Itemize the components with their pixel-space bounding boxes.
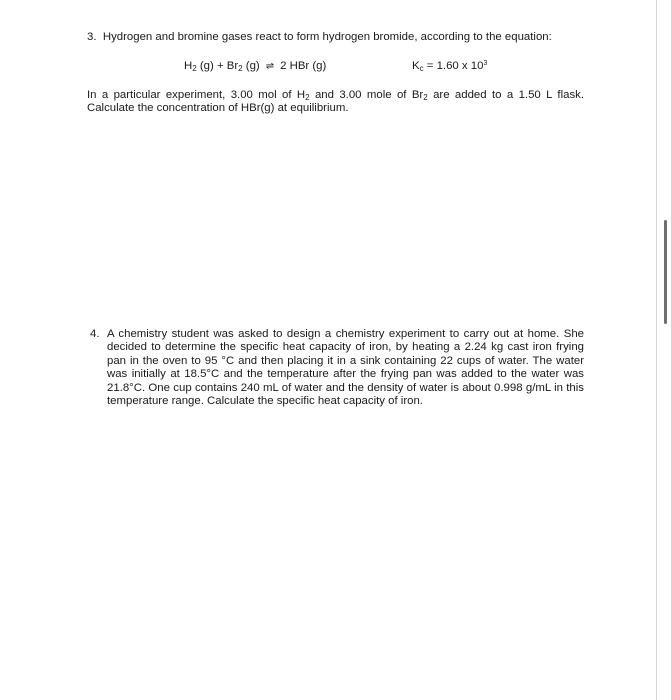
- equilibrium-arrow: ⇌: [265, 61, 275, 72]
- page-edge-divider: [656, 0, 657, 700]
- k-label: K: [412, 60, 420, 72]
- k-value: = 1.60 x 10: [423, 60, 484, 72]
- q3-body-part3: are added to a 1.50 L flask. Calculate the concentration of HBr(g) at equilibrium.: [87, 89, 584, 114]
- q3-body-part2: and 3.00 mole of Br: [309, 89, 424, 101]
- scrollbar-thumb[interactable]: [664, 220, 667, 324]
- question-3-intro: [87, 31, 552, 44]
- question-3-body: [87, 89, 584, 115]
- reactant-br: (g) + Br: [196, 60, 239, 72]
- reactant-h-subscript: 2: [192, 64, 197, 73]
- question-3-number: 3.: [87, 31, 97, 43]
- question-4-number: 4.: [90, 328, 100, 340]
- equilibrium-constant: [412, 60, 487, 72]
- question-4-body: A chemistry student was asked to design a chemistry experiment to carry out at home. She decided to determine the specific heat capacity of iron, by heating a 2.24 kg cast iron frying pan in the oven to 95 °C and then placing it in a sink containing 22 cups of water. The water was initially at 18.5°C and the temperature after the frying pan was added to the water was 21.8°C. One cup contains 240 mL of water and the density of water is about 0.998 g/mL in this temperature range. Calculate the specific heat capacity of iron.: [107, 328, 584, 408]
- reactant-h: H: [184, 60, 193, 72]
- q3-body-sub1: 2: [305, 93, 310, 102]
- k-exponent: 3: [483, 60, 488, 67]
- equation-reaction: [184, 60, 326, 72]
- product-hbr: 2 HBr (g): [280, 60, 327, 72]
- k-subscript: c: [419, 64, 424, 73]
- question-3-intro-text: Hydrogen and bromine gases react to form hydrogen bromide, according to the equation:: [102, 31, 552, 43]
- reactant-br-state: (g): [242, 60, 260, 72]
- reactant-br-subscript: 2: [238, 64, 243, 73]
- q3-body-sub2: 2: [423, 93, 428, 102]
- q3-body-part1: In a particular experiment, 3.00 mol of H: [87, 89, 306, 101]
